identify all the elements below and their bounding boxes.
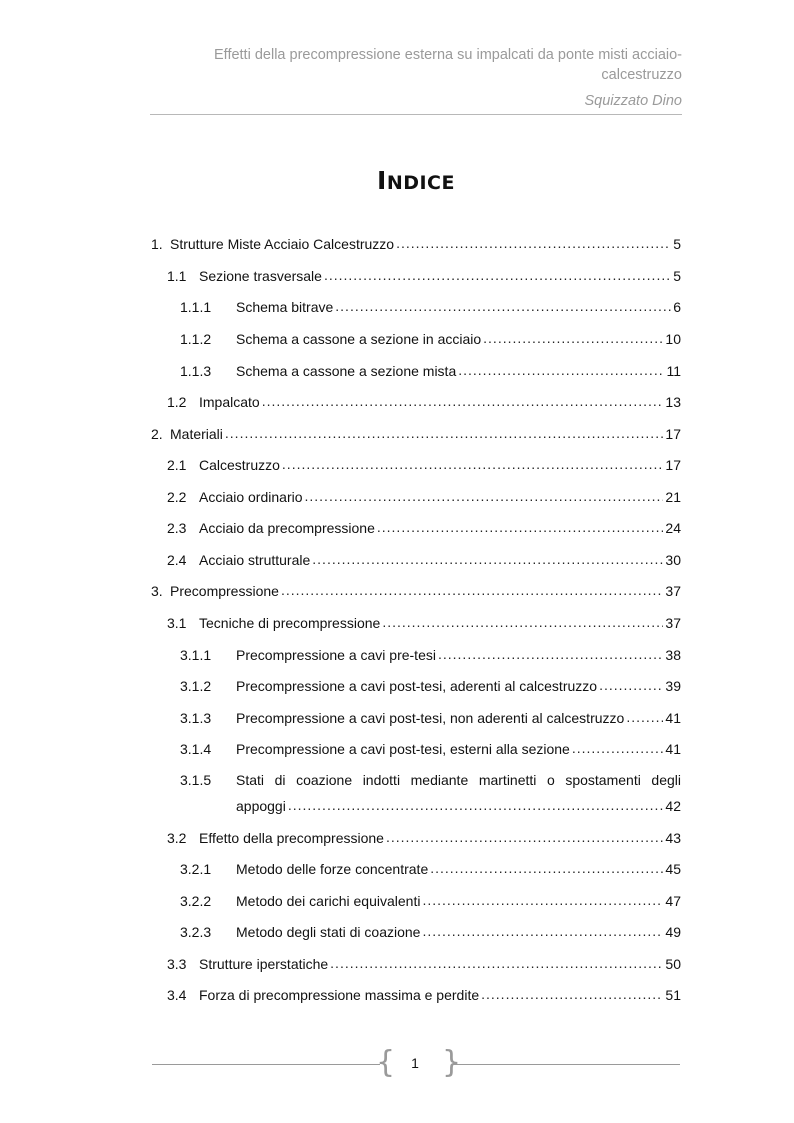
toc-label: Calcestruzzo bbox=[199, 457, 280, 473]
header-author: Squizzato Dino bbox=[584, 93, 682, 109]
toc-entry[interactable] bbox=[180, 646, 681, 664]
toc-page-number: 43 bbox=[665, 830, 681, 846]
toc-entry[interactable] bbox=[167, 614, 681, 632]
toc-entry[interactable] bbox=[167, 488, 681, 506]
toc-entry[interactable] bbox=[180, 923, 681, 941]
toc-number: 2.4 bbox=[167, 552, 187, 568]
toc-label: Effetto della precompressione bbox=[199, 830, 384, 846]
toc-dot-leader bbox=[377, 519, 664, 533]
toc-entry[interactable] bbox=[167, 456, 681, 474]
toc-label-line2: appoggi bbox=[236, 798, 286, 814]
toc-entry[interactable] bbox=[151, 235, 681, 253]
toc-entry[interactable] bbox=[180, 298, 681, 316]
toc-number: 1.1.1 bbox=[180, 299, 212, 315]
toc-number: 3.1.5 bbox=[180, 772, 212, 788]
toc-label: Acciaio da precompressione bbox=[199, 520, 375, 536]
toc-page-number: 13 bbox=[665, 394, 681, 410]
toc-page-number: 51 bbox=[665, 987, 681, 1003]
toc-number: 1.1 bbox=[167, 268, 187, 284]
toc-dot-leader bbox=[324, 267, 671, 281]
toc-dot-leader bbox=[572, 740, 664, 754]
toc-label: Precompressione a cavi post-tesi, non aderenti al calcestruzzo bbox=[236, 710, 625, 726]
toc-label: Schema a cassone a sezione mista bbox=[236, 363, 457, 379]
toc-number: 3.2 bbox=[167, 830, 187, 846]
toc-entry[interactable] bbox=[167, 267, 681, 285]
left-brace-icon: { bbox=[376, 1045, 396, 1080]
toc-number: 1.2 bbox=[167, 394, 187, 410]
toc-label-line1: Stati di coazione indotti mediante martinetti o spostamenti degli bbox=[236, 772, 681, 788]
toc-dot-leader bbox=[386, 829, 663, 843]
toc-entry[interactable] bbox=[180, 860, 681, 878]
toc-number: 2.2 bbox=[167, 489, 187, 505]
toc-page-number: 5 bbox=[673, 236, 681, 252]
page-number: 1 bbox=[411, 1055, 419, 1071]
toc-label: Impalcato bbox=[199, 394, 260, 410]
toc-number: 1.1.3 bbox=[180, 363, 212, 379]
toc-entry[interactable] bbox=[180, 771, 681, 815]
title-initial: I bbox=[377, 166, 387, 195]
toc-entry[interactable] bbox=[180, 330, 681, 348]
toc-page-number: 37 bbox=[665, 615, 681, 631]
toc-entry[interactable] bbox=[167, 393, 681, 411]
toc-dot-leader bbox=[438, 646, 663, 660]
toc-entry[interactable] bbox=[167, 519, 681, 537]
toc-dot-leader bbox=[305, 488, 664, 502]
toc-label: Precompressione a cavi post-tesi, aderenti al calcestruzzo bbox=[236, 678, 598, 694]
toc-dot-leader bbox=[382, 614, 663, 628]
toc-dot-leader bbox=[335, 298, 671, 312]
toc-page-number: 11 bbox=[666, 363, 681, 379]
toc-number: 3. bbox=[151, 583, 163, 599]
toc-page-number: 21 bbox=[665, 489, 681, 505]
footer-divider-left bbox=[152, 1064, 380, 1065]
toc-entry[interactable] bbox=[167, 986, 681, 1004]
toc-dot-leader bbox=[626, 709, 663, 723]
toc-page-number: 24 bbox=[665, 520, 681, 536]
toc-entry[interactable] bbox=[180, 709, 681, 727]
toc-number: 2. bbox=[151, 426, 163, 442]
toc-dot-leader bbox=[312, 551, 663, 565]
toc-label: Sezione trasversale bbox=[199, 268, 322, 284]
toc-number: 3.1 bbox=[167, 615, 187, 631]
toc-number: 3.1.4 bbox=[180, 741, 212, 757]
toc-label: Metodo degli stati di coazione bbox=[236, 924, 421, 940]
toc-dot-leader bbox=[422, 892, 663, 906]
toc-entry[interactable] bbox=[151, 582, 681, 600]
right-brace-icon: } bbox=[442, 1045, 462, 1080]
toc-label: Acciaio ordinario bbox=[199, 489, 303, 505]
toc-number: 1.1.2 bbox=[180, 331, 212, 347]
toc-entry[interactable] bbox=[180, 740, 681, 758]
toc-page-number: 6 bbox=[673, 299, 681, 315]
toc-number: 3.1.1 bbox=[180, 647, 212, 663]
toc-entry[interactable] bbox=[167, 955, 681, 973]
toc-page-number: 45 bbox=[665, 861, 681, 877]
toc-page-number: 42 bbox=[665, 798, 681, 814]
toc-page-number: 30 bbox=[665, 552, 681, 568]
toc-dot-leader bbox=[396, 235, 671, 249]
toc-label: Tecniche di precompressione bbox=[199, 615, 381, 631]
toc-number: 3.2.3 bbox=[180, 924, 212, 940]
toc-dot-leader bbox=[225, 425, 664, 439]
toc-dot-leader bbox=[262, 393, 664, 407]
toc-page-number: 5 bbox=[673, 268, 681, 284]
toc-dot-leader bbox=[330, 955, 663, 969]
toc-label: Schema bitrave bbox=[236, 299, 334, 315]
toc-dot-leader bbox=[458, 362, 664, 376]
toc-label: Metodo delle forze concentrate bbox=[236, 861, 429, 877]
toc-number: 1. bbox=[151, 236, 163, 252]
toc-number: 3.1.3 bbox=[180, 710, 212, 726]
toc-label: Precompressione a cavi pre-tesi bbox=[236, 647, 436, 663]
toc-page-number: 17 bbox=[665, 426, 681, 442]
toc-number: 3.4 bbox=[167, 987, 187, 1003]
toc-dot-leader bbox=[281, 582, 663, 596]
toc-number: 2.3 bbox=[167, 520, 187, 536]
toc-entry[interactable] bbox=[180, 677, 681, 695]
toc-dot-leader bbox=[483, 330, 663, 344]
toc-page-number: 41 bbox=[665, 741, 681, 757]
toc-label: Materiali bbox=[170, 426, 223, 442]
toc-dot-leader bbox=[282, 456, 664, 470]
toc-number: 3.1.2 bbox=[180, 678, 212, 694]
toc-page-number: 37 bbox=[665, 583, 681, 599]
toc-label: Schema a cassone a sezione in acciaio bbox=[236, 331, 482, 347]
toc-label: Strutture iperstatiche bbox=[199, 956, 329, 972]
toc-dot-leader bbox=[422, 923, 663, 937]
toc-number: 3.3 bbox=[167, 956, 187, 972]
toc-number: 3.2.2 bbox=[180, 893, 212, 909]
toc-dot-leader bbox=[430, 860, 663, 874]
toc-page-number: 17 bbox=[665, 457, 681, 473]
toc-dot-leader bbox=[481, 986, 663, 1000]
toc-dot-leader bbox=[288, 797, 664, 811]
toc-page-number: 39 bbox=[665, 678, 681, 694]
title-rest: NDICE bbox=[386, 172, 455, 194]
toc-number: 2.1 bbox=[167, 457, 187, 473]
toc-entry[interactable] bbox=[180, 892, 681, 910]
toc-page-number: 47 bbox=[665, 893, 681, 909]
toc-page-number: 10 bbox=[665, 331, 681, 347]
toc-label: Strutture Miste Acciaio Calcestruzzo bbox=[170, 236, 395, 252]
toc-entry[interactable] bbox=[151, 425, 681, 443]
toc-label: Acciaio strutturale bbox=[199, 552, 311, 568]
toc-label: Precompressione bbox=[170, 583, 279, 599]
toc-entry[interactable] bbox=[180, 362, 681, 380]
toc-dot-leader bbox=[599, 677, 663, 691]
toc-entry[interactable] bbox=[167, 551, 681, 569]
toc-page-number: 41 bbox=[665, 710, 681, 726]
toc-entry[interactable] bbox=[167, 829, 681, 847]
toc-label: Metodo dei carichi equivalenti bbox=[236, 893, 421, 909]
toc-page-number: 49 bbox=[665, 924, 681, 940]
toc-number: 3.2.1 bbox=[180, 861, 212, 877]
header-title-line1: Effetti della precompressione esterna su impalcati da ponte misti acciaio- bbox=[214, 47, 682, 63]
footer-divider-right bbox=[452, 1064, 680, 1065]
toc-page-number: 38 bbox=[665, 647, 681, 663]
toc-label: Precompressione a cavi post-tesi, esterni alla sezione bbox=[236, 741, 570, 757]
header-title-line2: calcestruzzo bbox=[601, 67, 682, 83]
toc-label: Forza di precompressione massima e perdite bbox=[199, 987, 480, 1003]
toc-page-number: 50 bbox=[665, 956, 681, 972]
